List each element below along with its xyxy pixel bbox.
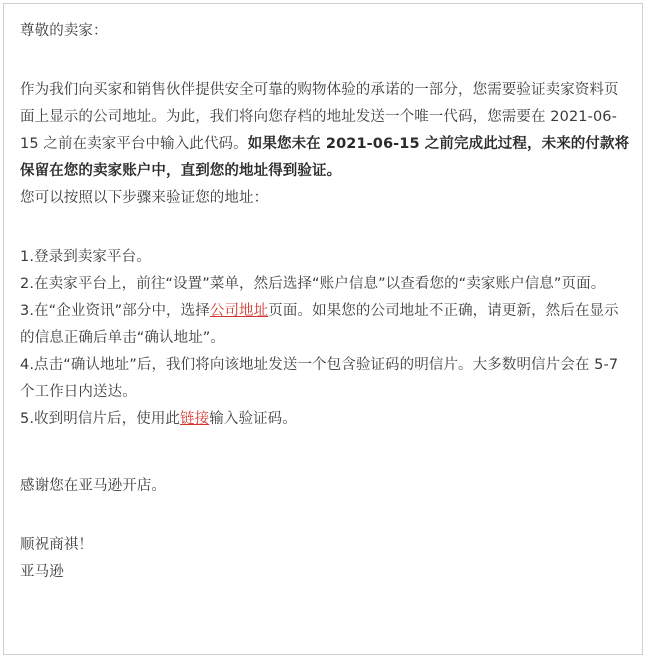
email-body	[20, 18, 632, 586]
intro-text: 作为我们向买家和销售伙伴提供安全可靠的购物体验的承诺的一部分，您需要验证卖家资料页面上显示的公司地址。为此，我们将向您存档的地址发送一个唯一代码，您需要在 2021-06-15 之前在卖家平台中输入此代码。	[20, 82, 619, 152]
step-5-pre: 5.收到明信片后，使用此	[20, 411, 181, 427]
closing-text: 顺祝商祺！	[20, 537, 93, 553]
step-5	[20, 406, 632, 433]
signature: 亚马逊	[20, 564, 64, 580]
intro-paragraph	[20, 77, 632, 185]
thanks-text: 感谢您在亚马逊开店。	[20, 478, 166, 494]
verification-link[interactable]: 链接	[180, 411, 210, 427]
step-2: 2.在卖家平台上，前往“设置”菜单，然后选择“账户信息”以查看您的“卖家账户信息”页面。	[20, 276, 606, 292]
step-3-pre: 3.在“企业资讯”部分中，选择	[20, 303, 210, 319]
step-3	[20, 298, 632, 352]
warning-text: 如果您未在 2021-06-15 之前完成此过程，未来的付款将保留在您的卖家账户中，直到您的地址得到验证。	[20, 136, 630, 179]
step-3-post: 页面。如果您的公司地址不正确，请更新，然后在显示的信息正确后单击“确认地址”。	[20, 303, 619, 346]
step-1: 1.登录到卖家平台。	[20, 249, 151, 265]
step-5-post: 输入验证码。	[209, 411, 297, 427]
step-4: 4.点击“确认地址”后，我们将向该地址发送一个包含验证码的明信片。大多数明信片会在 5-7 个工作日内送达。	[20, 357, 619, 400]
steps-intro: 您可以按照以下步骤来验证您的地址：	[20, 190, 269, 206]
company-address-link[interactable]: 公司地址	[209, 303, 269, 319]
greeting: 尊敬的卖家：	[20, 23, 108, 39]
